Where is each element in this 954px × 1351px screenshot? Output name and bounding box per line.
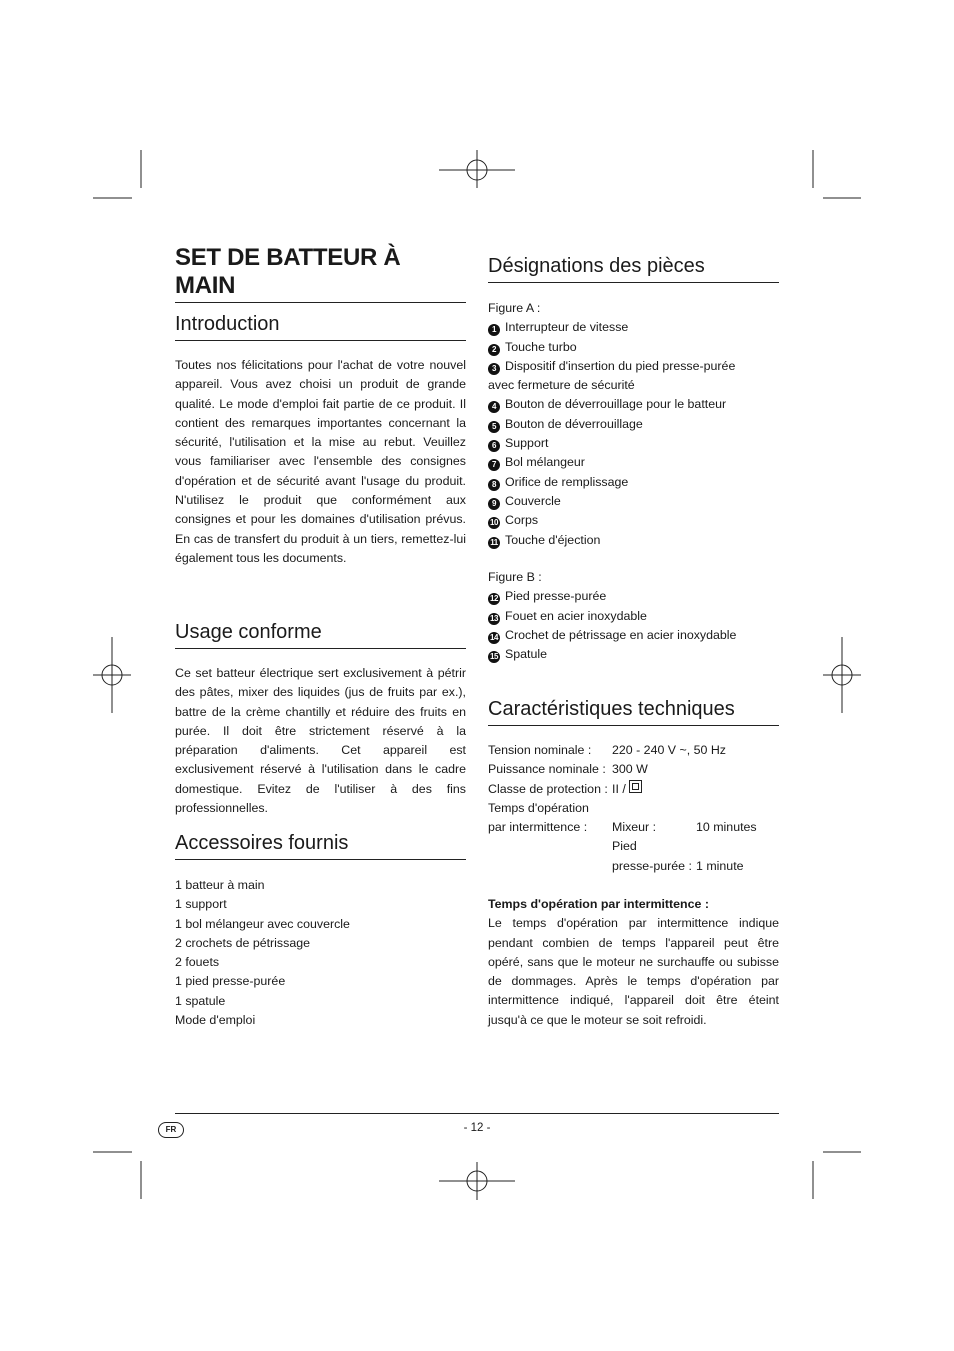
- list-item: 1 bol mélangeur avec couvercle: [175, 916, 350, 931]
- list-item: 15 Spatule: [488, 645, 779, 664]
- voltage-label: Tension nominale :: [488, 743, 592, 757]
- operation-label-2: par intermittence :: [488, 820, 588, 835]
- list-item: 12 Pied presse-purée: [488, 587, 779, 606]
- list-item: 3 Dispositif d'insertion du pied presse-purée: [488, 357, 779, 376]
- list-item: 10 Corps: [488, 511, 779, 530]
- footer-divider: [175, 1113, 779, 1114]
- specs-title: Caractéristiques techniques: [488, 696, 779, 726]
- number-badge-icon: 4: [488, 401, 500, 413]
- spec-row-foot-2: [488, 857, 779, 876]
- number-badge-icon: 11: [488, 537, 500, 549]
- list-item: 1 Interrupteur de vitesse: [488, 318, 779, 337]
- voltage-value: 220 - 240 V ~, 50 Hz: [612, 743, 726, 757]
- number-badge-icon: 12: [488, 593, 500, 605]
- list-item-continuation: avec fermeture de sécurité: [488, 378, 635, 393]
- list-item: 1 batteur à main: [175, 878, 265, 892]
- list-item: 4 Bouton de déverrouillage pour le batteur: [488, 395, 779, 414]
- number-badge-icon: 3: [488, 363, 500, 375]
- double-insulation-icon: [629, 780, 642, 793]
- parts-figure-b-list: [488, 568, 779, 664]
- figure-b-label: Figure B :: [488, 570, 542, 584]
- foot-value: 1 minute: [696, 858, 744, 873]
- intermittence-note: [488, 895, 779, 1030]
- list-item: 7 Bol mélangeur: [488, 453, 779, 472]
- parts-figure-a-list: [488, 299, 779, 550]
- protection-value-wrap: [612, 780, 626, 799]
- accessories-title: Accessoires fournis: [175, 830, 466, 860]
- number-badge-icon: 10: [488, 517, 500, 529]
- introduction-title: Introduction: [175, 311, 466, 341]
- list-item: 1 spatule: [175, 993, 226, 1008]
- accessories-list: [175, 876, 466, 1030]
- number-badge-icon: 7: [488, 459, 500, 471]
- note-title: Temps d'opération par intermittence :: [488, 897, 709, 911]
- note-text: Le temps d'opération par intermittence indique pendant combien de temps l'appareil peut être opéré, sans que le moteur ne surchauffe ou subisse de dommages. Après le temps d'opération par intermittence indiqué, l'appareil doit être éteint jusqu'à ce que le moteur se soit refroidi.: [488, 916, 779, 1027]
- list-item: 6 Support: [488, 434, 779, 453]
- language-badge: FR: [158, 1122, 184, 1138]
- page-title: SET DE BATTEUR À MAIN: [175, 244, 466, 303]
- list-item: 2 Touche turbo: [488, 338, 779, 357]
- protection-value: II /: [612, 781, 626, 796]
- figure-a-label: Figure A :: [488, 301, 541, 315]
- power-label: Puissance nominale :: [488, 762, 606, 777]
- power-value: 300 W: [612, 762, 648, 777]
- list-item: 14 Crochet de pétrissage en acier inoxydable: [488, 626, 779, 645]
- usage-title: Usage conforme: [175, 619, 466, 649]
- spec-row-power: [488, 760, 779, 779]
- list-item: 13 Fouet en acier inoxydable: [488, 607, 779, 626]
- spec-row-operation-1: [488, 799, 779, 818]
- number-badge-icon: 2: [488, 344, 500, 356]
- specs-table: [488, 741, 779, 876]
- spec-row-operation-2: [488, 818, 779, 837]
- number-badge-icon: 5: [488, 421, 500, 433]
- parts-title: Désignations des pièces: [488, 253, 779, 283]
- number-badge-icon: 13: [488, 613, 500, 625]
- mixer-value: 10 minutes: [696, 820, 757, 835]
- list-item: 2 crochets de pétrissage: [175, 935, 310, 950]
- mixer-label: Mixeur :: [612, 820, 657, 835]
- spec-row-voltage: [488, 741, 779, 760]
- foot-label-1: Pied: [612, 839, 637, 854]
- list-item: 5 Bouton de déverrouillage: [488, 415, 779, 434]
- spec-row-foot-1: [488, 837, 779, 856]
- list-item: 1 support: [175, 897, 227, 912]
- list-item: 1 pied presse-purée: [175, 974, 286, 989]
- list-item: Mode d'emploi: [175, 1013, 256, 1028]
- spec-row-protection: [488, 780, 779, 799]
- number-badge-icon: 6: [488, 440, 500, 452]
- number-badge-icon: 14: [488, 632, 500, 644]
- operation-label-1: Temps d'opération: [488, 800, 589, 815]
- number-badge-icon: 9: [488, 498, 500, 510]
- list-item: 9 Couvercle: [488, 492, 779, 511]
- foot-label-2: presse-purée :: [612, 858, 692, 873]
- number-badge-icon: 8: [488, 479, 500, 491]
- list-item: 11 Touche d'éjection: [488, 531, 779, 550]
- list-item: 8 Orifice de remplissage: [488, 473, 779, 492]
- number-badge-icon: 15: [488, 651, 500, 663]
- usage-text: Ce set batteur électrique sert exclusivement à pétrir des pâtes, mixer des liquides (jus de fruits par ex.), battre de la crème chantilly et réduire des fruits en purée. Il doit être strictement réservé à la préparation d'aliments. Cet appareil est exclusivement réservé à l'utilisation dans le cadre domestique. Evitez de l'utiliser à des fins professionnelles.: [175, 666, 466, 816]
- list-item: 2 fouets: [175, 955, 220, 970]
- number-badge-icon: 1: [488, 324, 500, 336]
- page-number: - 12 -: [463, 1122, 491, 1134]
- introduction-text: Toutes nos félicitations pour l'achat de votre nouvel appareil. Vous avez choisi un produit de grande qualité. Le mode d'emploi fait partie de ce produit. Il contient des remarques importantes concernant la sécurité, l'utilisation et la mise au rebut. Veuillez vous familiariser avec l'ensemble des consignes d'opération et de sécurité avant l'usage du produit. N'utilisez le produit que conformément aux consignes et pour les domaines d'utilisation prévus. En cas de transfert du produit à un tiers, remettez-lui également tous les documents.: [175, 358, 466, 565]
- protection-label: Classe de protection :: [488, 781, 608, 796]
